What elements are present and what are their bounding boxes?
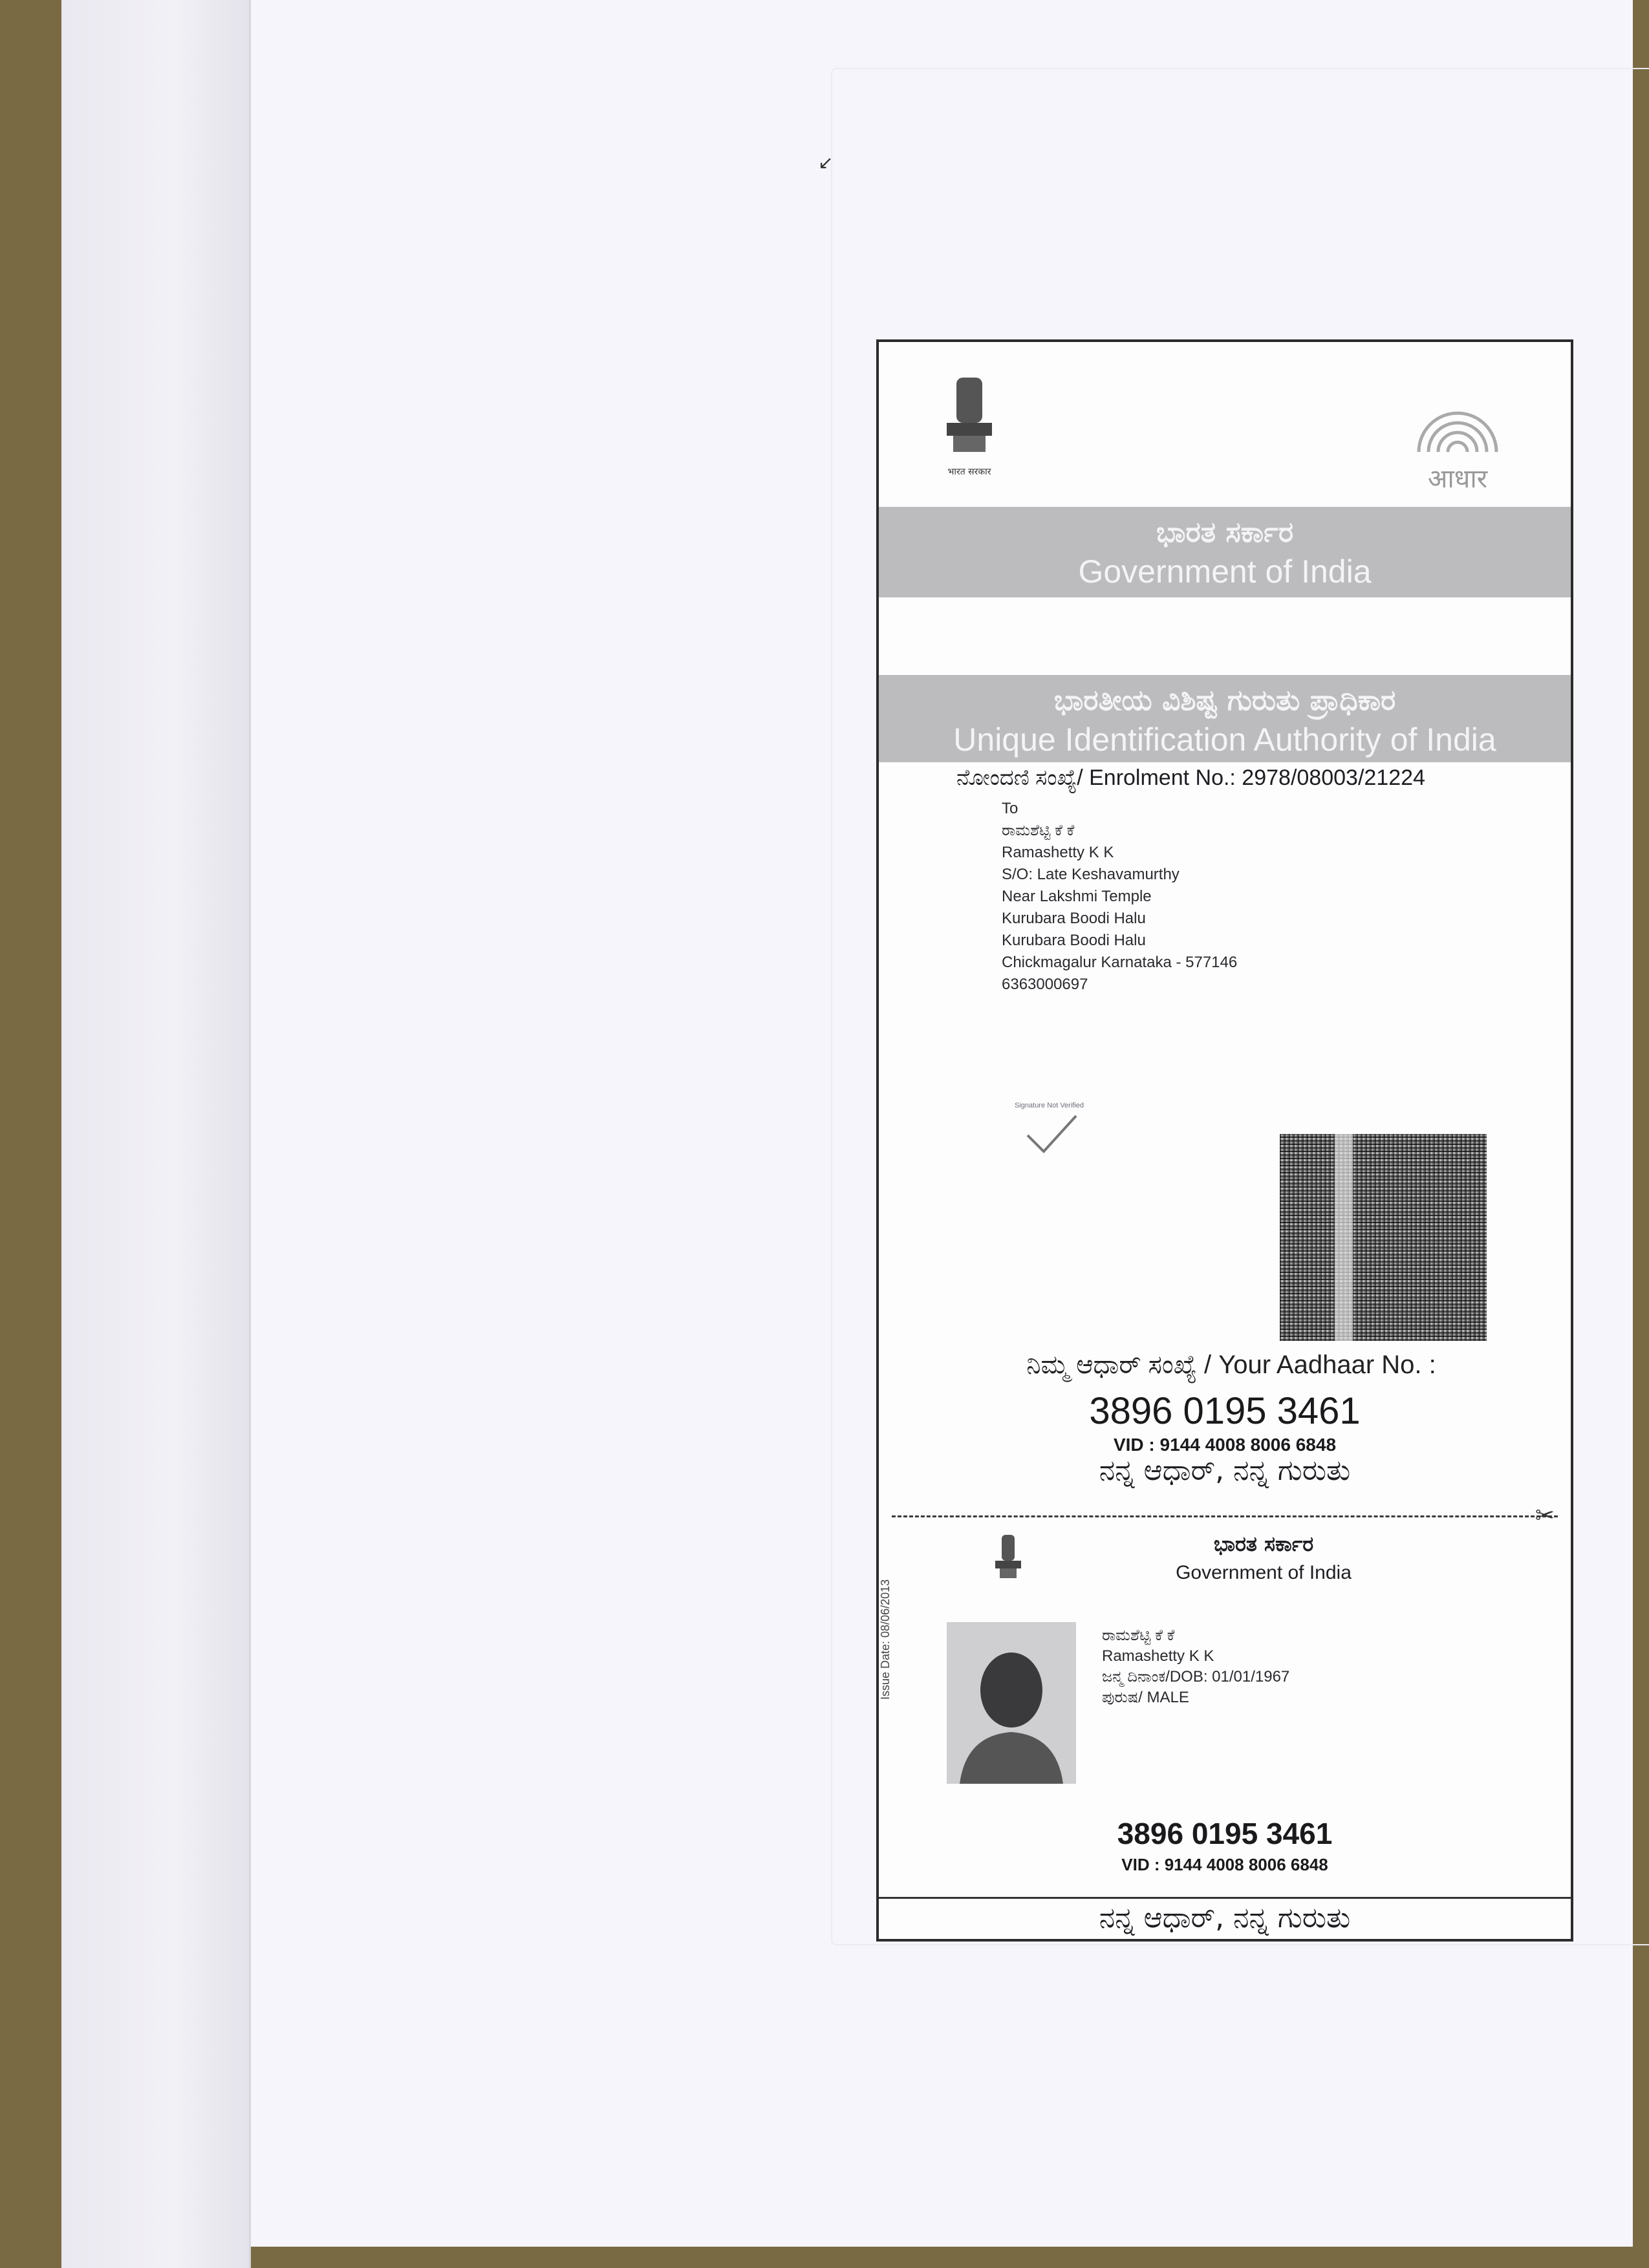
address-line: Kurubara Boodi Halu [1002,910,1146,927]
gov-english: Government of India [1078,553,1372,590]
holder-name: Ramashetty K K [1102,1647,1214,1665]
address-phone: 6363000697 [1002,976,1088,993]
uidai-english: Unique Identification Authority of India [953,722,1496,758]
holder-name-kannada: ರಾಮಶೆಟ್ಟಿ ಕೆ ಕೆ [1102,1627,1175,1644]
svg-text:आधार: आधार [1427,464,1488,494]
vid-number: VID : 9144 4008 8006 6848 [1113,1435,1337,1455]
address-to: To [1002,800,1018,817]
uidai-kannada: ಭಾರತೀಯ ವಿಶಿಷ್ಟ ಗುರುತು ಪ್ರಾಧಿಕಾರ [1053,684,1396,717]
checkmark-icon [1015,1109,1125,1161]
tagline: ನನ್ನ ಆಧಾರ್, ನನ್ನ ಗುರುತು [1099,1454,1351,1487]
card-government-header [892,1532,1558,1584]
address-line: Kurubara Boodi Halu [1002,932,1146,949]
your-aadhaar-label: ನಿಮ್ಮ ಆಧಾರ್ ಸಂಖ್ಯೆ / Your Aadhaar No. : [1026,1351,1436,1379]
svg-text:भारत सरकार: भारत सरकार [947,467,991,477]
government-banner [879,507,1571,597]
qr-code [1280,1134,1487,1341]
aadhaar-card-cutout [879,1519,1558,1920]
holder-photo [947,1622,1076,1784]
card-tagline: ನನ್ನ ಆಧಾರ್, ನನ್ನ ಗುರುತು [879,1897,1571,1934]
card-gov-kannada: ಭಾರತ ಸರ್ಕಾರ [1213,1532,1314,1556]
uidai-banner [879,675,1571,762]
address-line: Near Lakshmi Temple [1002,888,1152,905]
address-line: Chickmagalur Karnataka - 577146 [1002,954,1238,971]
national-emblem-icon [921,371,1018,481]
holder-details [1102,1625,1289,1708]
address-relation: S/O: Late Keshavamurthy [1002,866,1180,883]
holder-dob: ಜನ್ಮ ದಿನಾಂಕ/DOB: 01/01/1967 [1102,1668,1290,1685]
aadhaar-number: 3896 0195 3461 [1089,1390,1361,1432]
digital-signature [1015,1102,1131,1173]
folded-page-edge [61,0,251,2268]
aadhaar-logo-icon [1393,400,1522,497]
card-gov-english: Government of India [1176,1562,1352,1583]
card-aadhaar-number: 3896 0195 3461 [1117,1817,1333,1850]
aadhaar-letter [876,339,1573,1942]
address-block [1002,798,1237,996]
cut-line [892,1515,1558,1517]
issue-date: Issue Date: 08/06/2013 [879,1579,892,1700]
address-name: Ramashetty K K [1002,844,1114,861]
gov-kannada: ಭಾರತ ಸರ್ಕಾರ [1156,516,1294,549]
enrolment-number: ನೋಂದಣಿ ಸಂಖ್ಯೆ/ Enrolment No.: 2978/08003/21224 [956,765,1425,790]
pen-mark: ↙ [818,152,834,173]
card-vid-number: VID : 9144 4008 8006 6848 [1121,1855,1328,1874]
holder-gender: ಪುರುಷ/ MALE [1102,1689,1189,1706]
address-name-kannada: ರಾಮಶೆಟ್ಟಿ ಕೆ ಕೆ [1002,822,1075,839]
signature-status: Signature Not Verified [1015,1102,1084,1109]
scissors-icon: ✂ [1535,1503,1555,1529]
